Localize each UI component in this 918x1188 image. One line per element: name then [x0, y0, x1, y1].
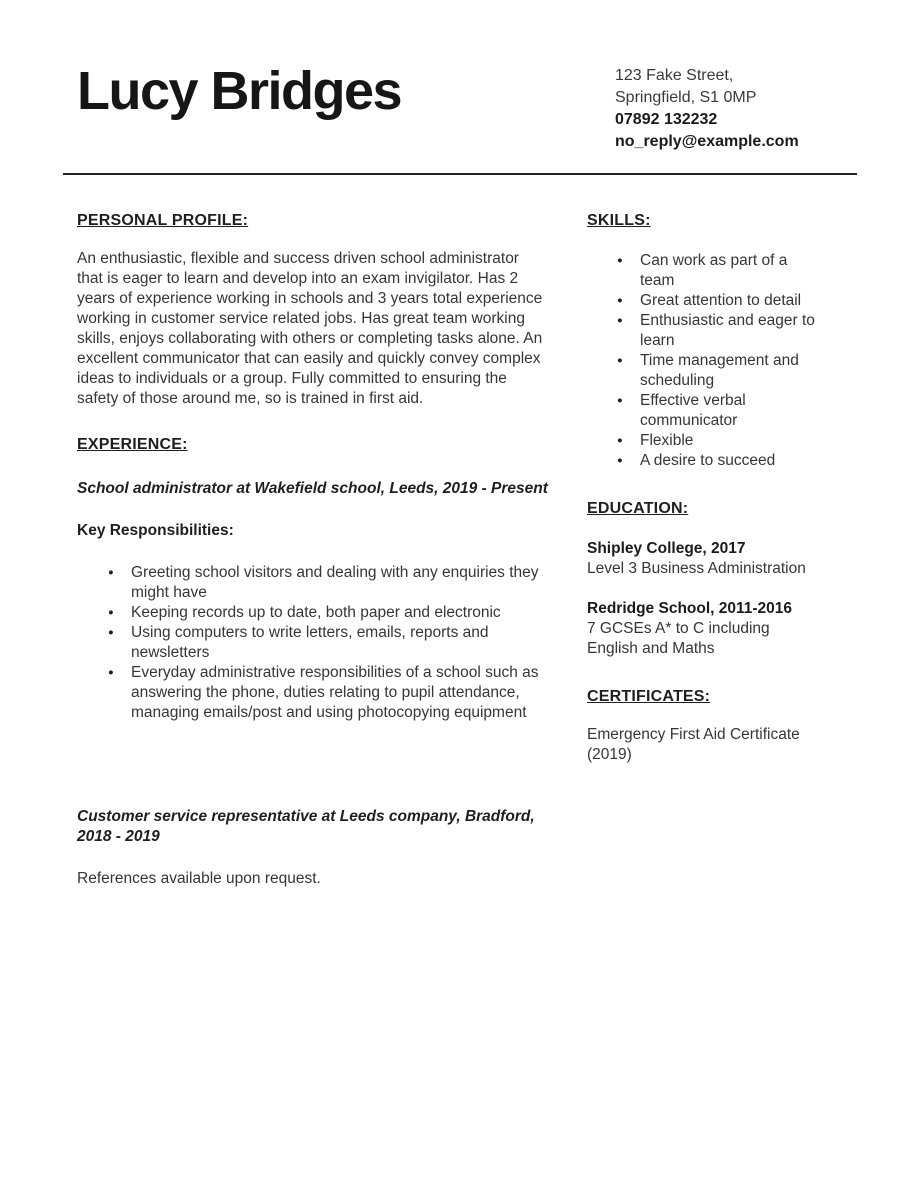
list-item: ● Great attention to detail — [640, 291, 815, 311]
left-column — [77, 175, 549, 889]
personal-profile-text: An enthusiastic, flexible and success driven school administrator that is eager to learn and develop into an exam invigilator. Has 2 years of experience working in schools and 3 years total experience working in customer service related jobs. Has great team working skills, enjoys collaborating with others or completing tasks alone. An excellent communicator that can easily and quickly convey complex ideas to individuals or a group. Fully committed to ensuring the safety of those around me, so is trained in first aid. — [77, 250, 543, 407]
body-columns — [77, 175, 843, 889]
address-line-2: Springfield, S1 0MP — [615, 89, 757, 106]
section-heading-experience: EXPERIENCE: — [77, 436, 188, 453]
email-address: no_reply@example.com — [615, 133, 799, 150]
list-item: ● Can work as part of a team — [640, 251, 815, 291]
list-item: ● Everyday administrative responsibilities of a school such as answering the phone, duties relating to pupil attendance, managing emails/post and using photocopying equipment — [131, 663, 549, 723]
list-item: ● Keeping records up to date, both paper and electronic — [131, 603, 549, 623]
address-line-1: 123 Fake Street, — [615, 67, 734, 84]
education-detail: 7 GCSEs A* to C including English and Maths — [587, 620, 770, 657]
right-column — [587, 175, 815, 889]
list-item: ● Effective verbal communicator — [640, 391, 815, 431]
section-heading-skills: SKILLS: — [587, 212, 651, 229]
list-item: ● Greeting school visitors and dealing with any enquiries they might have — [131, 563, 549, 603]
skills-list — [587, 251, 815, 471]
certificate-item: Emergency First Aid Certificate (2019) — [587, 726, 800, 763]
section-heading-education: EDUCATION: — [587, 500, 689, 517]
education-detail: Level 3 Business Administration — [587, 560, 806, 577]
list-item: ● Time management and scheduling — [640, 351, 815, 391]
job-title-1: School administrator at Wakefield school, Leeds, 2019 - Present — [77, 480, 548, 497]
job-title-2: Customer service representative at Leeds company, Bradford, 2018 - 2019 — [77, 808, 535, 845]
references-note: References available upon request. — [77, 870, 321, 887]
education-entry — [587, 599, 815, 659]
header — [77, 60, 843, 153]
list-item: ● Using computers to write letters, emails, reports and newsletters — [131, 623, 549, 663]
phone-number: 07892 132232 — [615, 111, 718, 128]
person-name: Lucy Bridges — [77, 61, 402, 121]
education-school: Shipley College, 2017 — [587, 540, 746, 557]
key-responsibilities-label: Key Responsibilities: — [77, 522, 234, 539]
education-school: Redridge School, 2011-2016 — [587, 600, 793, 617]
list-item: ● Enthusiastic and eager to learn — [640, 311, 815, 351]
list-item: ● A desire to succeed — [640, 451, 815, 471]
contact-block — [615, 65, 843, 153]
section-heading-personal-profile: PERSONAL PROFILE: — [77, 212, 249, 229]
page-content — [77, 60, 843, 889]
section-heading-certificates: CERTIFICATES: — [587, 688, 711, 705]
job1-responsibilities-list — [77, 563, 549, 723]
list-item: ● Flexible — [640, 431, 815, 451]
education-entry — [587, 539, 815, 579]
